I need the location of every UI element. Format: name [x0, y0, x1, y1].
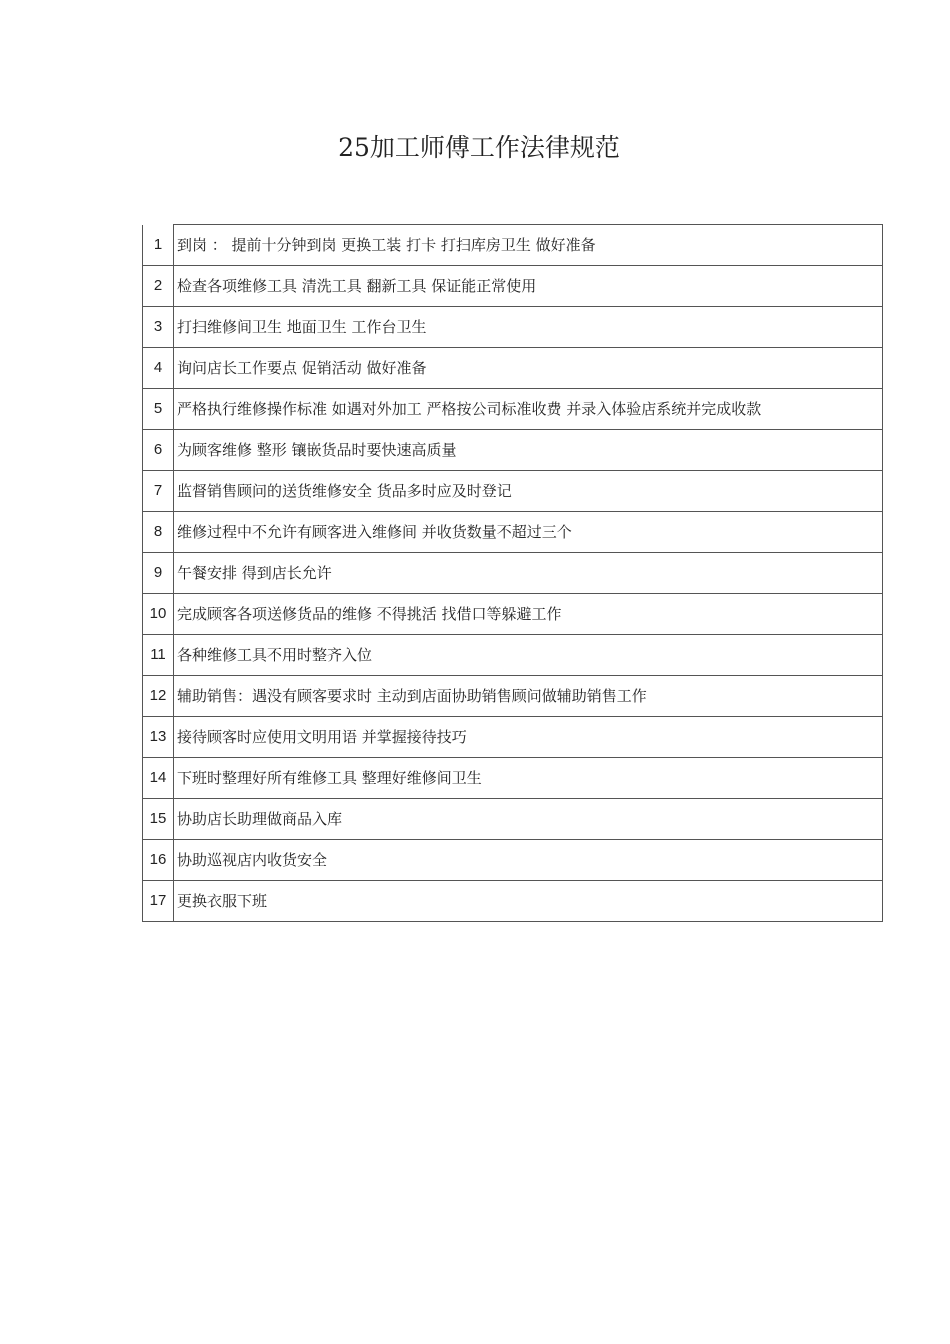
rule-text: 监督销售顾问的送货维修安全 货品多时应及时登记	[174, 471, 883, 512]
table-row	[143, 430, 883, 471]
table-row	[143, 717, 883, 758]
table-row	[143, 553, 883, 594]
table-row	[143, 512, 883, 553]
row-number: 2	[143, 266, 174, 307]
row-number: 14	[143, 758, 174, 799]
row-number: 1	[143, 225, 174, 266]
row-number: 3	[143, 307, 174, 348]
table-row	[143, 471, 883, 512]
table-row	[143, 225, 883, 266]
table-row	[143, 840, 883, 881]
rule-text: 接待顾客时应使用文明用语 并掌握接待技巧	[174, 717, 883, 758]
table-row	[143, 635, 883, 676]
table-row	[143, 389, 883, 430]
rule-text: 完成顾客各项送修货品的维修 不得挑活 找借口等躲避工作	[174, 594, 883, 635]
rule-text: 检查各项维修工具 清洗工具 翻新工具 保证能正常使用	[174, 266, 883, 307]
row-number: 5	[143, 389, 174, 430]
row-number: 9	[143, 553, 174, 594]
rule-text: 更换衣服下班	[174, 881, 883, 922]
rule-text: 辅助销售：遇没有顾客要求时 主动到店面协助销售顾问做辅助销售工作	[174, 676, 883, 717]
rule-text: 到岗 ： 提前十分钟到岗 更换工装 打卡 打扫库房卫生 做好准备	[174, 225, 883, 266]
rules-table	[142, 224, 883, 922]
row-number: 13	[143, 717, 174, 758]
row-number: 4	[143, 348, 174, 389]
row-number: 15	[143, 799, 174, 840]
rule-text: 下班时整理好所有维修工具 整理好维修间卫生	[174, 758, 883, 799]
rule-text: 协助店长助理做商品入库	[174, 799, 883, 840]
rules-table-body	[143, 225, 883, 922]
table-row	[143, 594, 883, 635]
rule-text: 为顾客维修 整形 镶嵌货品时要快速高质量	[174, 430, 883, 471]
table-row	[143, 348, 883, 389]
rule-text: 维修过程中不允许有顾客进入维修间 并收货数量不超过三个	[174, 512, 883, 553]
table-row	[143, 307, 883, 348]
row-number: 6	[143, 430, 174, 471]
rule-text: 打扫维修间卫生 地面卫生 工作台卫生	[174, 307, 883, 348]
table-row	[143, 799, 883, 840]
table-row	[143, 676, 883, 717]
rule-text: 询问店长工作要点 促销活动 做好准备	[174, 348, 883, 389]
table-row	[143, 758, 883, 799]
rule-text: 协助巡视店内收货安全	[174, 840, 883, 881]
row-number: 11	[143, 635, 174, 676]
row-number: 8	[143, 512, 174, 553]
rule-text: 各种维修工具不用时整齐入位	[174, 635, 883, 676]
row-number: 17	[143, 881, 174, 922]
rule-text: 严格执行维修操作标准 如遇对外加工 严格按公司标准收费 并录入体验店系统并完成收款	[174, 389, 883, 430]
row-number: 7	[143, 471, 174, 512]
rule-text: 午餐安排 得到店长允许	[174, 553, 883, 594]
table-row	[143, 881, 883, 922]
row-number: 10	[143, 594, 174, 635]
row-number: 16	[143, 840, 174, 881]
table-row	[143, 266, 883, 307]
row-number: 12	[143, 676, 174, 717]
page-title: 25加工师傅工作法律规范	[338, 133, 620, 162]
